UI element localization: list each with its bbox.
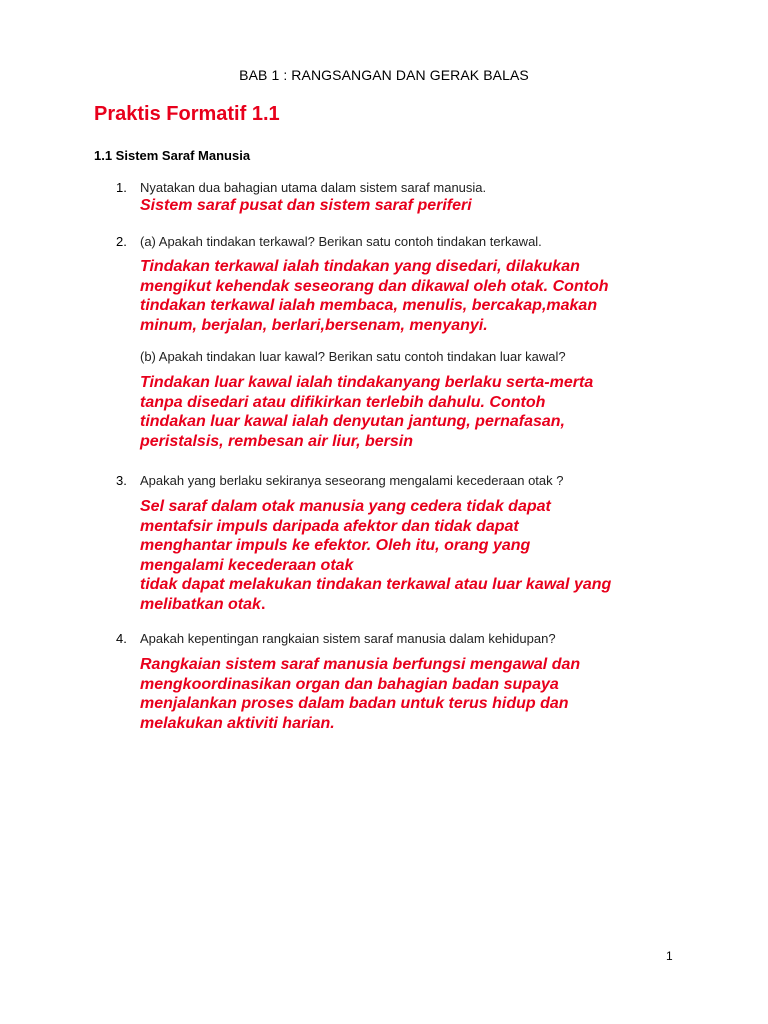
section-heading: Praktis Formatif 1.1: [94, 103, 280, 125]
question-2a-text: (a) Apakah tindakan terkawal? Berikan satu contoh tindakan terkawal.: [140, 234, 542, 249]
page-number: 1: [666, 949, 673, 963]
question-2b-text: (b) Apakah tindakan luar kawal? Berikan satu contoh tindakan luar kawal?: [140, 349, 566, 364]
question-4-number: 4.: [116, 631, 127, 646]
question-3-answer-text: Sel saraf dalam otak manusia yang cedera tidak dapat mentafsir impuls daripada afektor dan tidak dapat menghantar impuls ke efektor. Oleh itu, orang yang mengalami kecederaan otak tidak dapat melakukan tindakan terkawal atau luar kawal yang melibatkan otak: [140, 498, 612, 613]
question-3-number: 3.: [116, 473, 127, 488]
question-3-answer-period: .: [260, 595, 266, 613]
question-1-text: Nyatakan dua bahagian utama dalam sistem saraf manusia.: [140, 180, 487, 195]
question-4-text: Apakah kepentingan rangkaian sistem saraf manusia dalam kehidupan?: [140, 631, 556, 646]
question-2b-answer: Tindakan luar kawal ialah tindakanyang berlaku serta-merta tanpa disedari atau difikirkan terlebih dahulu. Contoh tindakan luar kawal ialah denyutan jantung, pernafasan, peristalsis, rembesan air liur, bersin: [140, 374, 594, 450]
question-2a-answer: Tindakan terkawal ialah tindakan yang disedari, dilakukan mengikut kehendak seseorang dan dikawal oleh otak. Contoh tindakan terkawal ialah membaca, menulis, bercakap,makan minum, berjalan, berlari,bersenam, menyanyi.: [140, 258, 609, 334]
question-3-text: Apakah yang berlaku sekiranya seseorang mengalami kecederaan otak ?: [140, 473, 564, 488]
question-1-number: 1.: [116, 180, 127, 195]
page-title: BAB 1 : RANGSANGAN DAN GERAK BALAS: [239, 67, 529, 83]
question-1-answer: Sistem saraf pusat dan sistem saraf periferi: [140, 197, 472, 214]
question-2-number: 2.: [116, 234, 127, 249]
question-4-answer: Rangkaian sistem saraf manusia berfungsi mengawal dan mengkoordinasikan organ dan bahagian badan supaya menjalankan proses dalam badan untuk terus hidup dan melakukan aktiviti harian.: [140, 656, 581, 732]
subsection-heading: 1.1 Sistem Saraf Manusia: [94, 148, 251, 163]
question-3-answer: [140, 497, 700, 614]
